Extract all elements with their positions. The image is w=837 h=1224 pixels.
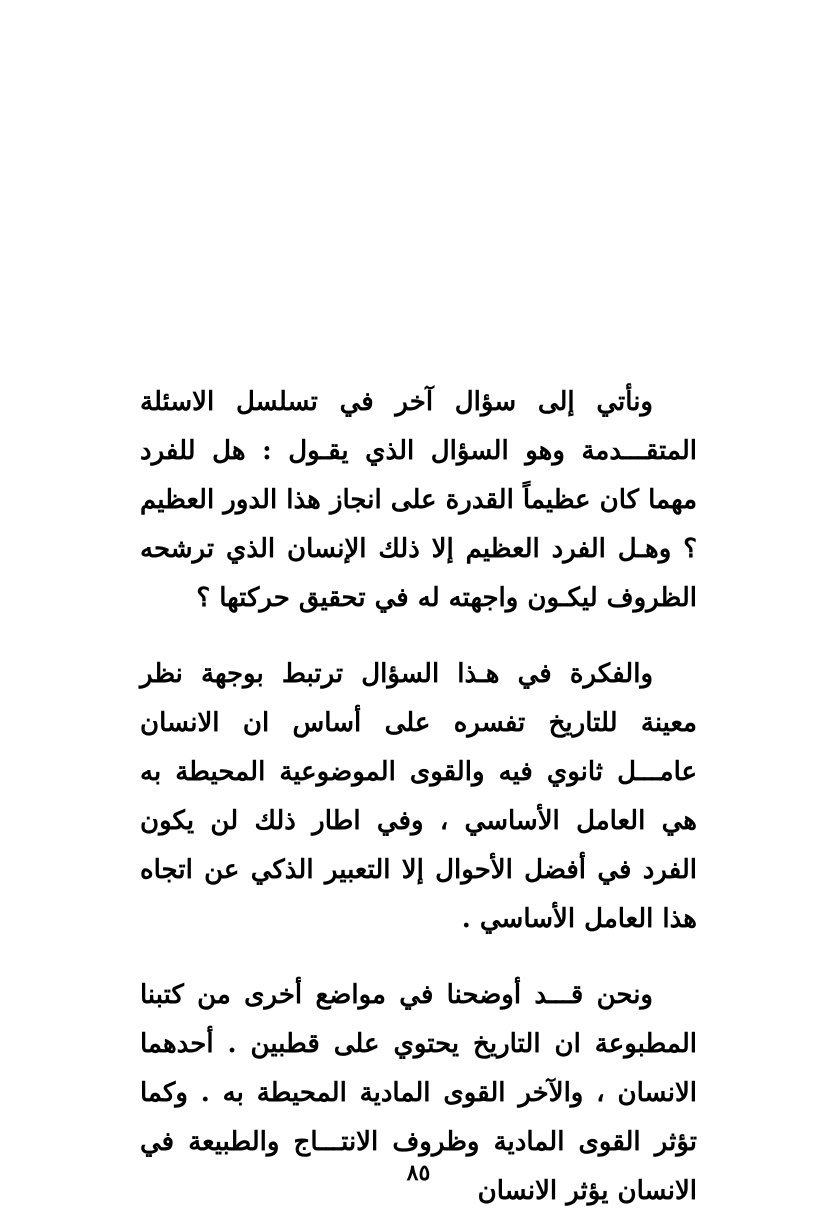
paragraph-1: ونأتي إلى سؤال آخر في تسلسل الاسئلة المتقـــدمة وهو السؤال الذي يقـول : هل للفرد مهما كان عظيماً القدرة على انجاز هذا الدور العظيم ؟ وهـل الفرد العظيم إلا ذلك الإنسان الذي ترشحه الظروف ليكـون واجهته له في تحقيق حركتها ؟ xyxy=(140,387,697,613)
paragraph-3: ونحن قـــد أوضحنا في مواضع أخرى من كتبنا المطبوعة ان التاريخ يحتوي على قطبين . أحدهما الانسان ، والآخر القوى المادية المحيطة به . وكما تؤثر القوى المادية وظروف الانتـــاج والطبيعة في الانسان يؤثر الانسان xyxy=(140,980,697,1206)
page-number: ٨٥ xyxy=(406,1160,431,1186)
body-text xyxy=(140,378,697,1216)
paragraph-2: والفكرة في هـذا السؤال ترتبط بوجهة نظر معينة للتاريخ تفسره على أساس ان الانسان عامـــل ثانوي فيه والقوى الموضوعية المحيطة به هي العامل الأساسي ، وفي اطار ذلك لن يكون الفرد في أفضل الأحوال إلا التعبير الذكي عن اتجاه هذا العامل الأساسي . xyxy=(140,659,697,934)
